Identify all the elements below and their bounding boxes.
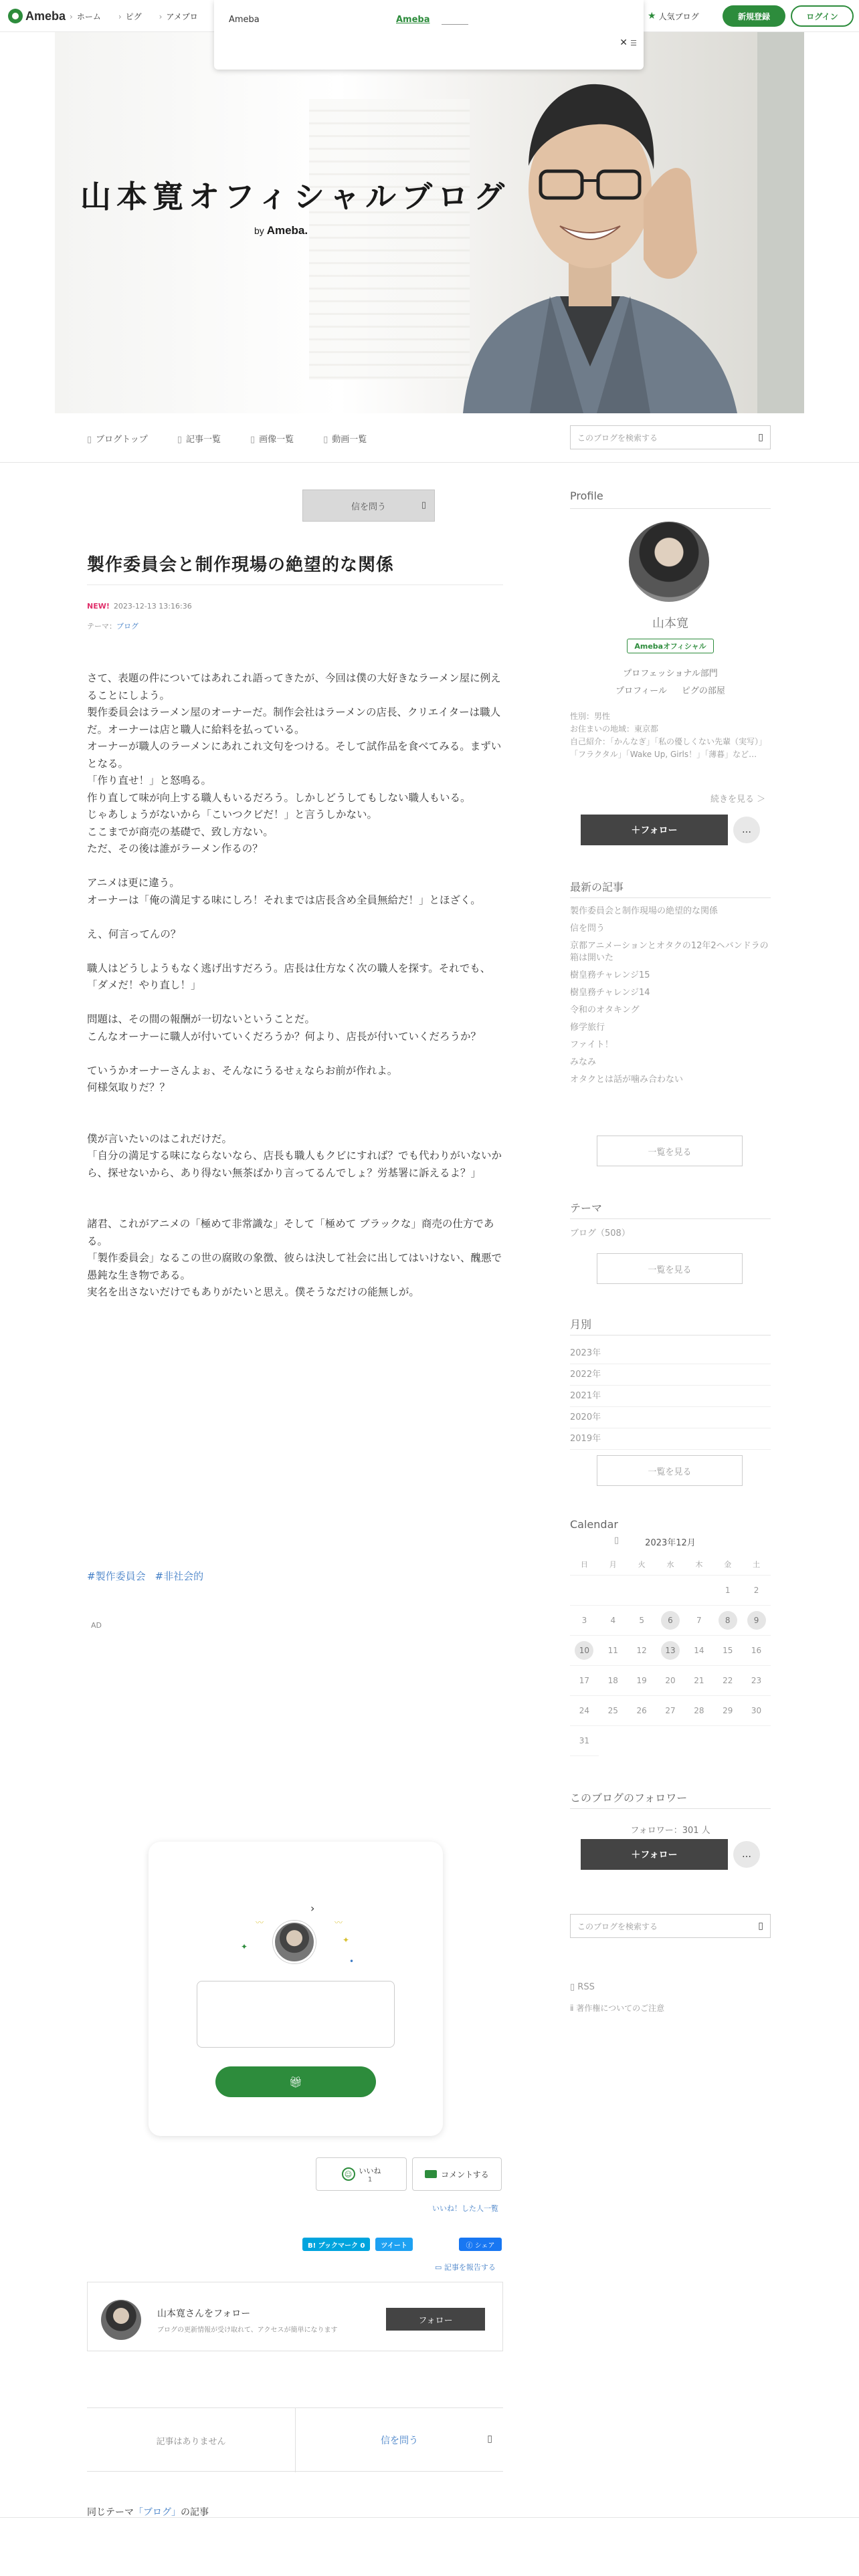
likers-list-link[interactable]: いいね！した人一覧 [432, 2204, 498, 2213]
paragraph: え、何言ってんの？ [87, 928, 181, 940]
sidebar-search-input[interactable] [570, 1914, 771, 1938]
recent-entry-link[interactable]: 樹皇務チャレンジ14 [570, 988, 650, 998]
sparkle-icon: ✦ [241, 1942, 248, 1951]
sidebar-follow-button-2[interactable]: ＋フォロー [581, 1839, 728, 1870]
crown-icon: ★ [648, 11, 656, 21]
more-options-icon[interactable]: … [733, 1841, 760, 1868]
calendar-day-number: 29 [723, 1706, 733, 1715]
recent-entry-link[interactable]: 修学旅行 [570, 1023, 605, 1033]
blog-nav [0, 413, 859, 463]
report-link[interactable] [435, 2262, 496, 2272]
info-icon: ⅱ [570, 2004, 577, 2013]
theme-list [570, 1225, 771, 1243]
calendar-day [628, 1636, 656, 1666]
calendar-day [570, 1726, 599, 1756]
author-photo [423, 32, 757, 413]
calendar-day-number: 27 [665, 1706, 676, 1715]
date-text: 2023-12-13 13:16:36 [113, 602, 192, 611]
nav-video-list[interactable]: ▯ 動画一覧 [323, 432, 367, 445]
theme-label: テーマ： [87, 622, 116, 631]
profile-heading: Profile [570, 490, 603, 502]
calendar-day[interactable] [570, 1636, 599, 1666]
calendar-day-number[interactable]: 9 [747, 1611, 766, 1630]
follow-title: 山本寛さんをフォロー [157, 2309, 251, 2319]
report-label: 記事を報告する [444, 2263, 496, 2272]
author-avatar [273, 1921, 316, 1963]
theme-item-link[interactable]: ブログ（508） [570, 1228, 630, 1239]
calendar-day-number: 23 [751, 1676, 762, 1685]
facebook-share-label: シェア [474, 2242, 495, 2250]
profile-info [570, 710, 771, 761]
recent-entry-link[interactable]: 製作委員会と制作現場の絶望的な関係 [570, 906, 719, 916]
calendar-day-number: 5 [639, 1616, 644, 1625]
month-archive-link[interactable]: 2020年 [570, 1407, 771, 1428]
notice-link[interactable]: Ameba [396, 15, 430, 25]
calendar-day [656, 1666, 685, 1696]
facebook-share-button[interactable] [459, 2238, 502, 2251]
blog-title: 山本寛オフィシャルブログ [80, 179, 510, 215]
sidebar-follow-button[interactable]: ＋フォロー [581, 815, 728, 845]
calendar-day-number: 17 [579, 1676, 590, 1685]
tweet-button[interactable]: ツイート [375, 2238, 413, 2251]
by-brand: Ameba. [266, 224, 308, 237]
search-placeholder: このブログを検索する [577, 433, 658, 443]
logo-text: Ameba [25, 9, 66, 23]
profile-bio: 自己紹介：「かんなぎ」「私の優しくない先輩（実写）」「フラクタル」「Wake Up, Girls！」「薄暮」など… [570, 737, 767, 759]
calendar-day [599, 1606, 628, 1636]
calendar-day [684, 1696, 713, 1726]
nav-ameblo[interactable]: › アメブロ [159, 11, 198, 22]
calendar-day [684, 1636, 713, 1666]
calendar-day [599, 1696, 628, 1726]
calendar-day-number: 11 [607, 1646, 618, 1655]
calendar-month [570, 1535, 771, 1548]
like-count: 1 [367, 2175, 373, 2183]
calendar-day-number: 20 [665, 1676, 676, 1685]
calendar-day-number: 16 [751, 1646, 762, 1655]
calendar-day-number[interactable]: 10 [575, 1641, 593, 1660]
recent-entry-link[interactable]: みなみ [570, 1057, 597, 1067]
recent-entry-link[interactable]: 信を問う [570, 924, 605, 934]
nav-image-list[interactable]: ▯ 画像一覧 [250, 432, 294, 445]
external-link-icon: ▯ [421, 500, 426, 510]
comment-icon [425, 2170, 437, 2178]
calendar-day [599, 1576, 628, 1606]
calendar-day-number: 18 [607, 1676, 618, 1685]
same-theme-suffix: の記事 [181, 2507, 209, 2518]
calendar-day-number: 4 [610, 1616, 616, 1625]
like-label: いいね [359, 2166, 381, 2175]
profile-links [570, 683, 771, 696]
recent-entry-link[interactable]: オタクとは話が噛み合わない [570, 1075, 684, 1085]
by-text: by [254, 225, 264, 236]
post-body [87, 670, 504, 1318]
same-theme-heading [87, 2505, 209, 2518]
rss-label: RSS [577, 1982, 595, 1992]
hashtags [87, 1569, 203, 1583]
calendar-day [656, 1696, 685, 1726]
calendar-day-number: 21 [694, 1676, 704, 1685]
vote-link-button[interactable] [302, 490, 435, 522]
calendar-day-number: 14 [694, 1646, 704, 1655]
profile-region: お住まいの地域：東京都 [570, 724, 659, 734]
profile-more-link[interactable]: 続きを見る ＞ [710, 794, 766, 804]
theme-list-all-button[interactable]: 一覧を見る [597, 1253, 743, 1284]
calendar-day [742, 1666, 771, 1696]
month-archive-link[interactable]: 2022年 [570, 1364, 771, 1386]
paragraph: アニメは更に違う。 オーナーは「俺の満足する味にしろ！それまでは店長含め全員無給だ！」とほざく。 [87, 877, 481, 906]
profile-category: プロフェッショナル部門 [623, 669, 718, 679]
calendar-month-label: 2023年12月 [645, 1538, 696, 1548]
calendar-day[interactable] [656, 1606, 685, 1636]
more-options-icon[interactable]: … [733, 817, 760, 843]
popular-blog-link[interactable] [648, 8, 699, 24]
calendar-weekday: 木 [684, 1553, 713, 1576]
calendar-day [628, 1576, 656, 1606]
calendar-day-number: 1 [725, 1586, 731, 1595]
calendar-day [570, 1576, 599, 1606]
search-icon[interactable]: ▯ [758, 1921, 763, 1931]
calendar-day-number[interactable]: 8 [719, 1611, 737, 1630]
recent-list-all-button[interactable]: 一覧を見る [597, 1136, 743, 1166]
entry-pager [87, 2407, 503, 2472]
next-entry-link[interactable] [296, 2408, 503, 2472]
followers-count[interactable]: フォロワー：301 人 [630, 1826, 710, 1836]
calendar-day[interactable] [656, 1636, 685, 1666]
hashtag-link[interactable]: #製作委員会 [87, 1570, 146, 1582]
recent-entry-link[interactable]: 樹皇務チャレンジ15 [570, 970, 650, 980]
popular-label: 人気ブログ [658, 11, 699, 21]
recent-entry-link[interactable]: ファイト！ [570, 1040, 613, 1050]
gift-message-field[interactable] [197, 1981, 395, 2048]
month-archive-link[interactable]: 2021年 [570, 1386, 771, 1407]
post-theme [87, 621, 138, 631]
paragraph: 諸君、これがアニメの「極めて非常識な」そして「極めて ブラックな」商売の仕方である。 「製作委員会」なるこの世の腐敗の象徴、彼らは決して社会に出してはいけない、醜悪で愚鈍な生き物である。 実名を出さないだけでもありがたいと思え。僕そうなだけの能無しが。 [87, 1218, 502, 1298]
calendar-day-number: 25 [607, 1706, 618, 1715]
ameba-logo[interactable] [8, 8, 66, 24]
gift-icon: 🎁︎ [288, 2075, 303, 2088]
recent-heading: 最新の記事 [570, 881, 624, 893]
login-button[interactable]: ログイン [791, 5, 854, 27]
profile-avatar[interactable] [629, 522, 709, 602]
calendar-weekday: 日 [570, 1553, 599, 1576]
paragraph: さて、表題の件についてはあれこれ語ってきたが、今回は僕の大好きなラーメン屋に例えることにしよう。 製作委員会はラーメン屋のオーナーだ。制作会社はラーメンの店長、クリエイターは職人だ。オーナーは店と職人に給料を払っている。 オーナーが職人のラーメンにあれこれ文句をつける。そして試作品を食べてみる。まずいとなる。 「作り直せ！」と怒鳴る。 作り直して味が向上する職人もいるだろう。しかしどうしてもしない職人もいる。 じゃあしょうがないから「こいつクビだ！」と言うしかない。 ここまでが商売の基礎で、致し方ない。 ただ、その後は誰がラーメン作るの？ [87, 672, 502, 855]
pigg-room-link[interactable]: ピグの部屋 [681, 686, 725, 696]
door-decoration [757, 32, 804, 413]
calendar-day [684, 1666, 713, 1696]
calendar-day[interactable] [713, 1606, 742, 1636]
calendar-grid [570, 1553, 771, 1756]
hashtag-link[interactable]: #非社会的 [155, 1570, 204, 1582]
post-title[interactable]: 製作委員会と制作現場の絶望的な関係 [87, 555, 395, 575]
profile-gender: 性別：男性 [570, 712, 611, 721]
calendar-day [628, 1696, 656, 1726]
calendar-day [684, 1576, 713, 1606]
post-date [87, 602, 192, 611]
next-entry-title: 信を問う [381, 2436, 418, 2446]
paragraph: 職人はどうしようもなく逃げ出すだろう。店長は仕方なく次の職人を探す。それでも、「ダメだ！やり直し！」 [87, 962, 491, 991]
sparkle-icon: • [349, 1957, 355, 1966]
month-archive-link[interactable]: 2019年 [570, 1428, 771, 1450]
calendar-day[interactable] [742, 1606, 771, 1636]
calendar-day-number: 26 [636, 1706, 647, 1715]
profile-name[interactable]: 山本寛 [652, 617, 688, 631]
search-placeholder: このブログを検索する [577, 1921, 658, 1931]
calendar-day [599, 1636, 628, 1666]
external-link-icon: ▯ [487, 2434, 492, 2444]
like-text [359, 2165, 381, 2183]
recent-entries [570, 903, 771, 1089]
copyright-link[interactable] [570, 2002, 664, 2014]
facebook-icon: ⓕ [466, 2242, 475, 2250]
recent-entry-link[interactable]: 令和のオタキング [570, 1005, 640, 1015]
sparkle-icon: ✦ [343, 1935, 350, 1945]
hatena-bookmark-button[interactable]: B! ブックマーク 0 [302, 2238, 370, 2251]
calendar-day-number: 3 [581, 1616, 587, 1625]
blog-header-image[interactable] [55, 32, 804, 413]
month-heading: 月別 [570, 1318, 592, 1331]
comment-button[interactable] [412, 2157, 502, 2191]
calendar-day [713, 1576, 742, 1606]
author-avatar [101, 2300, 141, 2340]
calendar-prev-icon[interactable]: ▯ [614, 1535, 619, 1545]
profile-link[interactable]: プロフィール [615, 686, 667, 696]
rss-icon: ▯ [570, 1982, 578, 1992]
recent-entry-link[interactable]: 京都アニメーションとオタクの12年2ヘバンドラの箱は開いた [570, 941, 769, 963]
calendar-day [742, 1636, 771, 1666]
new-badge: NEW! [87, 602, 110, 611]
notice-brand: Ameba [229, 15, 260, 25]
calendar-day-number[interactable]: 13 [661, 1641, 680, 1660]
calendar-day [684, 1606, 713, 1636]
calendar-weekday: 火 [628, 1553, 656, 1576]
menu-icon[interactable]: ☰ [630, 39, 637, 47]
global-nav [70, 0, 198, 32]
calendar-day [570, 1696, 599, 1726]
blog-nav-items [87, 432, 367, 445]
month-archive-link[interactable]: 2023年 [570, 1343, 771, 1364]
sparkle-icon: 〰 [335, 1918, 343, 1927]
gift-send-button[interactable] [215, 2066, 376, 2097]
ameba-logo-icon [8, 9, 23, 23]
search-icon[interactable]: ▯ [758, 432, 763, 443]
month-list-all-button[interactable]: 一覧を見る [597, 1455, 743, 1486]
official-badge: Amebaオフィシャル [627, 639, 714, 653]
close-icon[interactable]: ✕ [619, 37, 628, 48]
follow-button[interactable]: フォロー [386, 2308, 485, 2331]
same-theme-link[interactable]: 「ブログ」 [134, 2507, 181, 2518]
notice-popup [214, 0, 644, 70]
calendar-day-number: 22 [723, 1676, 733, 1685]
calendar-weekday: 土 [742, 1553, 771, 1576]
follow-description: ブログの更新情報が受け取れて、アクセスが簡単になります [157, 2327, 338, 2334]
section-divider [570, 508, 771, 509]
calendar-day-number: 30 [751, 1706, 762, 1715]
calendar-day-number: 28 [694, 1706, 704, 1715]
calendar-heading: Calendar [570, 1518, 618, 1531]
calendar-weekday: 月 [599, 1553, 628, 1576]
calendar-day [656, 1576, 685, 1606]
smile-icon: ☺ [342, 2167, 355, 2181]
calendar-day-number: 24 [579, 1706, 590, 1715]
sparkle-icon: 〰 [256, 1918, 264, 1927]
calendar-day [713, 1666, 742, 1696]
calendar-day-number: 12 [636, 1646, 647, 1655]
signup-button[interactable]: 新規登録 [723, 5, 785, 27]
section-divider [570, 897, 771, 898]
calendar-day [628, 1666, 656, 1696]
paragraph: 僕が言いたいのはこれだけだ。 「自分の満足する味にならないなら、店長も職人もクビにすれば？でも代わりがいないから、探せないから、あり得ない無茶ばかり言ってるんでしょ？労基署に訴えるよ？」 [87, 1132, 502, 1179]
chevron-right-icon[interactable]: › [310, 1902, 315, 1915]
prev-entry: 記事はありません [87, 2408, 296, 2472]
theme-heading: テーマ [570, 1202, 603, 1214]
nav-blog-top[interactable]: ▯ ブログトップ [87, 432, 148, 445]
report-icon: ▭ [435, 2263, 444, 2272]
paragraph: 問題は、その間の報酬が一切ないということだ。 こんなオーナーに職人が付いていくだろうか？何より、店長が付いていくだろうか？ [87, 1013, 482, 1043]
calendar-weekday: 金 [713, 1553, 742, 1576]
blog-byline [254, 224, 308, 237]
follow-box [87, 2282, 503, 2351]
copyright-label: 著作権についてのご注意 [576, 2004, 665, 2013]
calendar-day [742, 1696, 771, 1726]
rss-link[interactable] [570, 1982, 595, 1992]
comment-label: コメントする [441, 2169, 489, 2179]
footer-divider [0, 2517, 859, 2518]
calendar-weekday: 水 [656, 1553, 685, 1576]
ad-label: AD [91, 1621, 102, 1630]
vote-label: 信を問う [351, 502, 386, 512]
share-buttons [302, 2238, 413, 2251]
calendar-day-number: 15 [723, 1646, 733, 1655]
section-divider [570, 1218, 771, 1219]
calendar-day-number: 31 [579, 1736, 590, 1745]
title-divider [87, 584, 503, 585]
calendar-day-number: 19 [636, 1676, 647, 1685]
gift-card [149, 1842, 443, 2136]
calendar-day-number: 2 [753, 1586, 759, 1595]
calendar-day [742, 1576, 771, 1606]
same-theme-prefix: 同じテーマ [87, 2507, 134, 2518]
calendar-day-number[interactable]: 6 [661, 1611, 680, 1630]
calendar-day-number: 7 [696, 1616, 702, 1625]
like-button[interactable] [316, 2157, 407, 2191]
month-archive [570, 1343, 771, 1450]
calendar-day [628, 1606, 656, 1636]
calendar-day [599, 1666, 628, 1696]
followers-heading: このブログのフォロワー [570, 1792, 688, 1804]
calendar-day [713, 1636, 742, 1666]
nav-pigg[interactable]: › ピグ [118, 11, 142, 22]
calendar-day [570, 1666, 599, 1696]
nav-home[interactable]: › ホーム [70, 11, 101, 22]
paragraph: ていうかオーナーさんよぉ、そんなにうるせぇならお前が作れよ。 何様気取りだ？？ [87, 1064, 398, 1093]
nav-entry-list[interactable]: ▯ 記事一覧 [177, 432, 221, 445]
theme-link[interactable]: ブログ [116, 622, 138, 631]
blog-search-input[interactable] [570, 425, 771, 449]
notice-divider [442, 24, 468, 25]
section-divider [570, 1808, 771, 1809]
calendar-day [570, 1606, 599, 1636]
calendar-day [713, 1696, 742, 1726]
